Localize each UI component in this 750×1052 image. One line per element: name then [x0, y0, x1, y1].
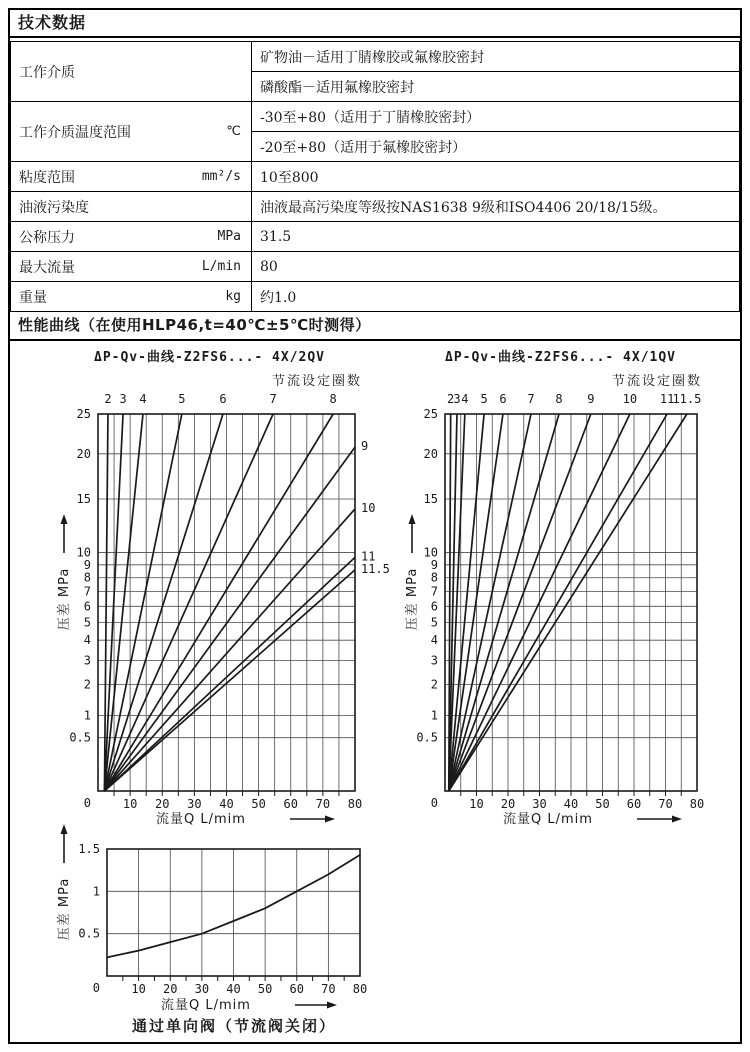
- table-row: [11, 42, 740, 72]
- row-label: 油液污染度: [19, 199, 89, 216]
- svg-text:11.5: 11.5: [361, 561, 390, 576]
- row-value: 约1.0: [252, 282, 740, 312]
- technical-data-table: [10, 41, 740, 312]
- svg-text:4: 4: [83, 633, 91, 648]
- svg-text:7: 7: [83, 584, 91, 599]
- svg-text:压差 MPa: 压差 MPa: [57, 567, 72, 631]
- svg-text:50: 50: [595, 797, 610, 811]
- svg-text:70: 70: [321, 982, 336, 996]
- row-value: 31.5: [252, 222, 740, 252]
- svg-text:10: 10: [131, 982, 146, 996]
- svg-text:4: 4: [430, 633, 438, 648]
- row-label: 粘度范围: [19, 169, 75, 186]
- svg-text:10: 10: [622, 392, 638, 406]
- performance-charts: [10, 341, 740, 1043]
- row-value: 磷酸酯－适用氟橡胶密封: [252, 72, 740, 102]
- svg-text:60: 60: [626, 797, 642, 811]
- svg-text:30: 30: [194, 982, 210, 996]
- y-axis-title: [405, 514, 420, 630]
- svg-text:流量Q L/mim: 流量Q L/mim: [156, 812, 246, 827]
- svg-text:80: 80: [352, 982, 368, 996]
- svg-text:20: 20: [423, 446, 438, 461]
- y-axis-title: [57, 824, 72, 940]
- svg-text:3: 3: [119, 392, 127, 406]
- table-row: [11, 282, 740, 312]
- chart-0: [57, 349, 390, 827]
- svg-text:5: 5: [480, 392, 488, 406]
- svg-text:节流设定圈数: 节流设定圈数: [271, 374, 362, 389]
- row-label: 公称压力: [19, 229, 75, 246]
- svg-text:60: 60: [283, 797, 298, 811]
- svg-text:20: 20: [155, 797, 170, 811]
- svg-text:60: 60: [289, 982, 304, 996]
- svg-text:80: 80: [347, 797, 363, 811]
- row-label: 工作介质温度范围: [19, 124, 131, 141]
- row-label: 重量: [19, 289, 47, 306]
- svg-text:15: 15: [76, 491, 91, 506]
- svg-text:50: 50: [257, 982, 273, 996]
- table-row: [11, 192, 740, 222]
- svg-text:9: 9: [430, 557, 438, 572]
- svg-text:25: 25: [76, 407, 91, 421]
- svg-text:8: 8: [555, 392, 563, 406]
- svg-text:0: 0: [83, 796, 91, 810]
- svg-text:流量Q L/mim: 流量Q L/mim: [503, 812, 593, 827]
- page-frame: [8, 8, 742, 1044]
- svg-text:6: 6: [430, 599, 438, 614]
- svg-text:80: 80: [689, 797, 705, 811]
- svg-text:11: 11: [361, 549, 376, 564]
- svg-text:节流设定圈数: 节流设定圈数: [611, 374, 702, 389]
- svg-text:0.5: 0.5: [416, 730, 438, 745]
- svg-text:10: 10: [423, 545, 438, 560]
- page-title: 技术数据: [10, 10, 740, 38]
- svg-text:4: 4: [139, 392, 147, 406]
- svg-text:40: 40: [563, 797, 579, 811]
- svg-text:50: 50: [251, 797, 266, 811]
- table-row: [11, 252, 740, 282]
- svg-text:6: 6: [83, 599, 91, 614]
- svg-text:1: 1: [430, 708, 438, 723]
- svg-text:25: 25: [423, 407, 438, 421]
- svg-text:5: 5: [430, 615, 438, 630]
- row-value: 油液最高污染度等级按NAS1638 9级和ISO4406 20/18/15级。: [252, 192, 740, 222]
- svg-text:70: 70: [315, 797, 331, 811]
- svg-text:8: 8: [430, 570, 438, 585]
- svg-text:9: 9: [83, 557, 91, 572]
- svg-text:10: 10: [122, 797, 138, 811]
- svg-text:2: 2: [447, 392, 455, 406]
- svg-text:40: 40: [226, 982, 241, 996]
- svg-text:0: 0: [92, 981, 100, 995]
- svg-text:70: 70: [658, 797, 673, 811]
- svg-text:6: 6: [219, 392, 227, 406]
- svg-text:20: 20: [76, 446, 91, 461]
- svg-text:9: 9: [587, 392, 595, 406]
- svg-text:通过单向阀（节流阀关闭）: 通过单向阀（节流阀关闭）: [131, 1017, 337, 1035]
- svg-text:7: 7: [527, 392, 535, 406]
- svg-text:3: 3: [453, 392, 461, 406]
- svg-text:20: 20: [500, 797, 516, 811]
- row-unit: MPa: [217, 229, 241, 244]
- svg-text:11.5: 11.5: [672, 392, 702, 406]
- svg-text:流量Q L/mim: 流量Q L/mim: [161, 998, 251, 1013]
- svg-text:7: 7: [430, 584, 438, 599]
- chart-1: [405, 349, 704, 827]
- svg-text:1: 1: [92, 884, 100, 899]
- row-value: -20至+80（适用于氟橡胶密封）: [252, 132, 740, 162]
- svg-text:5: 5: [83, 615, 91, 630]
- svg-text:0.5: 0.5: [69, 730, 91, 745]
- svg-text:8: 8: [83, 570, 91, 585]
- row-unit: ℃: [226, 124, 241, 139]
- svg-text:0.5: 0.5: [78, 926, 100, 941]
- row-unit: L/min: [201, 259, 241, 274]
- svg-text:5: 5: [178, 392, 186, 406]
- table-row: [11, 222, 740, 252]
- svg-text:3: 3: [430, 653, 438, 668]
- row-value: -30至+80（适用于丁腈橡胶密封）: [252, 102, 740, 132]
- svg-text:30: 30: [532, 797, 547, 811]
- svg-text:1.5: 1.5: [78, 842, 100, 856]
- svg-text:1: 1: [83, 708, 91, 723]
- performance-section-title: 性能曲线（在使用HLP46,t=40℃±5℃时测得）: [10, 312, 740, 341]
- svg-text:ΔP-Qv-曲线-Z2FS6...- 4X/1QV: ΔP-Qv-曲线-Z2FS6...- 4X/1QV: [445, 350, 677, 365]
- y-axis-title: [57, 514, 72, 630]
- svg-text:11: 11: [659, 392, 675, 406]
- svg-text:2: 2: [104, 392, 112, 406]
- svg-text:2: 2: [430, 677, 438, 692]
- svg-text:7: 7: [269, 392, 277, 406]
- svg-text:9: 9: [361, 439, 369, 454]
- svg-text:ΔP-Qv-曲线-Z2FS6...- 4X/2QV: ΔP-Qv-曲线-Z2FS6...- 4X/2QV: [94, 350, 326, 365]
- svg-text:8: 8: [329, 392, 337, 406]
- svg-text:3: 3: [83, 653, 91, 668]
- svg-text:4: 4: [461, 392, 469, 406]
- svg-text:10: 10: [361, 500, 376, 515]
- svg-text:压差 MPa: 压差 MPa: [405, 567, 420, 631]
- row-value: 矿物油－适用丁腈橡胶或氟橡胶密封: [252, 42, 740, 72]
- row-value: 10至800: [252, 162, 740, 192]
- svg-text:2: 2: [83, 677, 91, 692]
- svg-text:40: 40: [219, 797, 234, 811]
- row-value: 80: [252, 252, 740, 282]
- svg-text:10: 10: [469, 797, 484, 811]
- chart-2: [57, 824, 367, 1035]
- svg-text:20: 20: [163, 982, 178, 996]
- row-label: 工作介质: [19, 64, 75, 81]
- svg-text:6: 6: [499, 392, 507, 406]
- table-row: [11, 162, 740, 192]
- svg-text:15: 15: [423, 491, 438, 506]
- row-label: 最大流量: [19, 259, 75, 276]
- svg-text:0: 0: [430, 796, 438, 810]
- svg-text:10: 10: [76, 545, 91, 560]
- svg-text:压差 MPa: 压差 MPa: [57, 877, 72, 941]
- svg-text:30: 30: [187, 797, 202, 811]
- row-unit: kg: [225, 289, 241, 304]
- table-row: [11, 102, 740, 132]
- row-unit: mm²/s: [201, 169, 241, 184]
